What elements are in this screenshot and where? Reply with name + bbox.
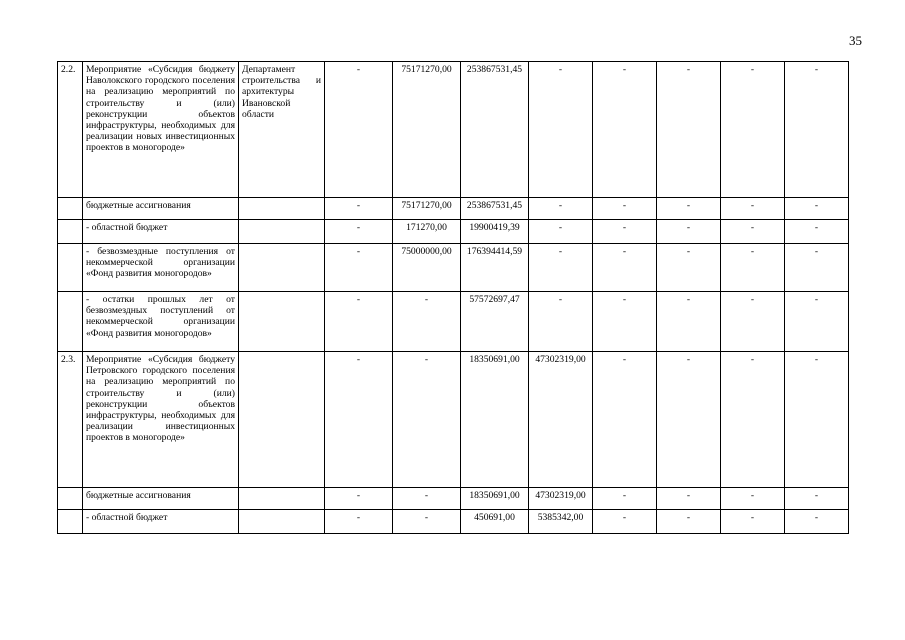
value-cell: - [593,62,657,198]
value-cell: - [785,62,849,198]
row-index: 2.3. [58,352,83,488]
value-cell: 171270,00 [393,220,461,244]
value-cell: 253867531,45 [461,62,529,198]
row-executor: Департамент строительства и архитектуры Ивановской области [239,62,325,198]
value-cell: 75171270,00 [393,198,461,220]
value-cell: 19900419,39 [461,220,529,244]
value-cell: - [325,220,393,244]
table-row [58,198,849,220]
row-name: - безвозмездные поступления от некоммерческой организации «Фонд развития моногородов» [83,244,239,292]
value-cell: - [529,62,593,198]
table-row [58,292,849,352]
value-cell: - [657,488,721,510]
value-cell: - [721,488,785,510]
table-row [58,62,849,198]
value-cell: - [325,292,393,352]
value-cell: - [721,292,785,352]
value-cell: - [657,292,721,352]
value-cell: - [657,198,721,220]
row-name: Мероприятие «Субсидия бюджету Петровского городского поселения на реализацию мероприятий по строительству и (или) реконструкции объектов инфраструктуры, необходимых для реализации инвестиционных проектов в моногороде» [83,352,239,488]
value-cell: 18350691,00 [461,488,529,510]
value-cell: - [325,352,393,488]
value-cell: - [593,220,657,244]
value-cell: 18350691,00 [461,352,529,488]
value-cell: - [393,488,461,510]
value-cell: - [393,510,461,534]
value-cell: - [785,488,849,510]
value-cell: 47302319,00 [529,352,593,488]
value-cell: - [657,220,721,244]
row-index: 2.2. [58,62,83,198]
value-cell: - [325,198,393,220]
value-cell: - [529,244,593,292]
value-cell: - [657,510,721,534]
table-row [58,488,849,510]
value-cell: - [593,352,657,488]
value-cell: - [325,244,393,292]
table-row [58,352,849,488]
value-cell: - [721,510,785,534]
value-cell: - [393,292,461,352]
value-cell: - [785,220,849,244]
value-cell: - [721,198,785,220]
value-cell: 176394414,59 [461,244,529,292]
table-row [58,510,849,534]
value-cell: - [393,352,461,488]
value-cell: - [325,488,393,510]
row-executor [239,352,325,488]
value-cell: - [785,292,849,352]
value-cell: - [657,62,721,198]
value-cell: - [593,244,657,292]
value-cell: - [325,510,393,534]
row-name: бюджетные ассигнования [83,488,239,510]
row-name: Мероприятие «Субсидия бюджету Наволокского городского поселения на реализацию мероприятий по строительству и (или) реконструкции объектов инфраструктуры, необходимых для реализации новых инвестиционных проектов в моногороде» [83,62,239,198]
value-cell: - [785,352,849,488]
value-cell: - [593,510,657,534]
page-number: 35 [849,33,862,48]
row-name: - областной бюджет [83,220,239,244]
value-cell: - [785,244,849,292]
value-cell: - [657,244,721,292]
row-name: - областной бюджет [83,510,239,534]
value-cell: - [721,220,785,244]
value-cell: - [721,62,785,198]
value-cell: - [785,198,849,220]
value-cell: - [657,352,721,488]
value-cell: 75000000,00 [393,244,461,292]
value-cell: 75171270,00 [393,62,461,198]
value-cell: - [593,198,657,220]
value-cell: 47302319,00 [529,488,593,510]
value-cell: - [721,244,785,292]
value-cell: 253867531,45 [461,198,529,220]
value-cell: - [593,292,657,352]
value-cell: - [593,488,657,510]
value-cell: 57572697,47 [461,292,529,352]
row-name: - остатки прошлых лет от безвозмездных поступлений от некоммерческой организации «Фонд развития моногородов» [83,292,239,352]
table-row [58,244,849,292]
value-cell: - [529,292,593,352]
budget-table [57,61,849,534]
table-row [58,220,849,244]
value-cell: 450691,00 [461,510,529,534]
value-cell: - [785,510,849,534]
value-cell: 5385342,00 [529,510,593,534]
value-cell: - [529,220,593,244]
value-cell: - [529,198,593,220]
value-cell: - [325,62,393,198]
value-cell: - [721,352,785,488]
row-name: бюджетные ассигнования [83,198,239,220]
